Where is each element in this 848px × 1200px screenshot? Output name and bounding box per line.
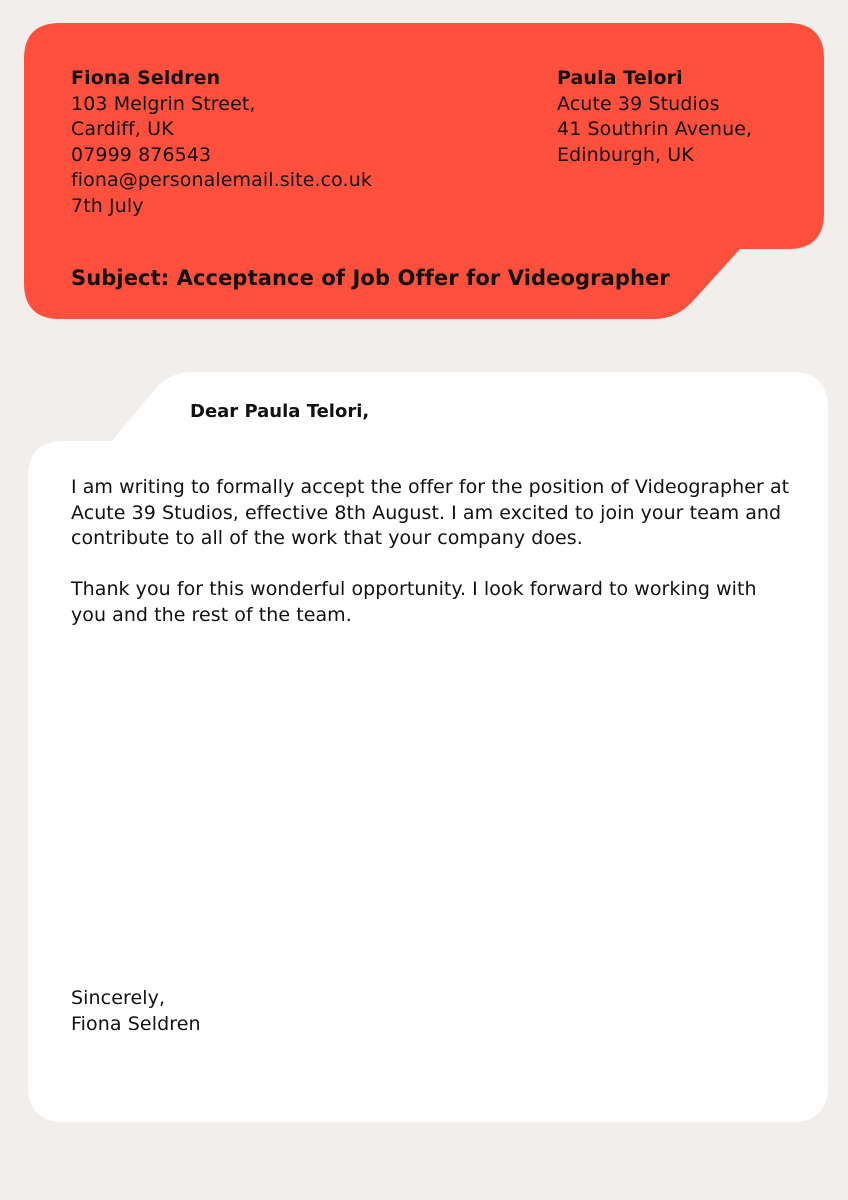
letter-date: 7th July	[71, 194, 144, 217]
recipient-city: Edinburgh, UK	[557, 143, 694, 166]
recipient-block	[557, 66, 752, 168]
closing-phrase: Sincerely,	[71, 987, 166, 1009]
recipient-name: Paula Telori	[557, 67, 683, 89]
signature-name: Fiona Seldren	[71, 1012, 201, 1035]
sender-email: fiona@personalemail.site.co.uk	[71, 169, 372, 192]
letter-greeting: Dear Paula Telori,	[190, 401, 370, 422]
sender-city: Cardiff, UK	[71, 118, 174, 141]
letter-paragraph: Thank you for this wonderful opportunity. I look forward to working with you and the rest of the team.	[71, 578, 757, 626]
recipient-company: Acute 39 Studios	[557, 92, 720, 115]
sender-street: 103 Melgrin Street,	[71, 92, 256, 115]
sender-phone: 07999 876543	[71, 143, 212, 166]
subject-line: Subject: Acceptance of Job Offer for Videographer	[71, 266, 670, 290]
closing-block	[71, 986, 201, 1037]
recipient-street: 41 Southrin Avenue,	[557, 118, 753, 141]
sender-name: Fiona Seldren	[71, 67, 221, 89]
sender-block	[71, 66, 372, 220]
letter-paragraph: I am writing to formally accept the offer for the position of Videographer at Acute 39 Studios, effective 8th August. I am excited to join your team and contribute to all of the work that your company does.	[71, 476, 790, 550]
